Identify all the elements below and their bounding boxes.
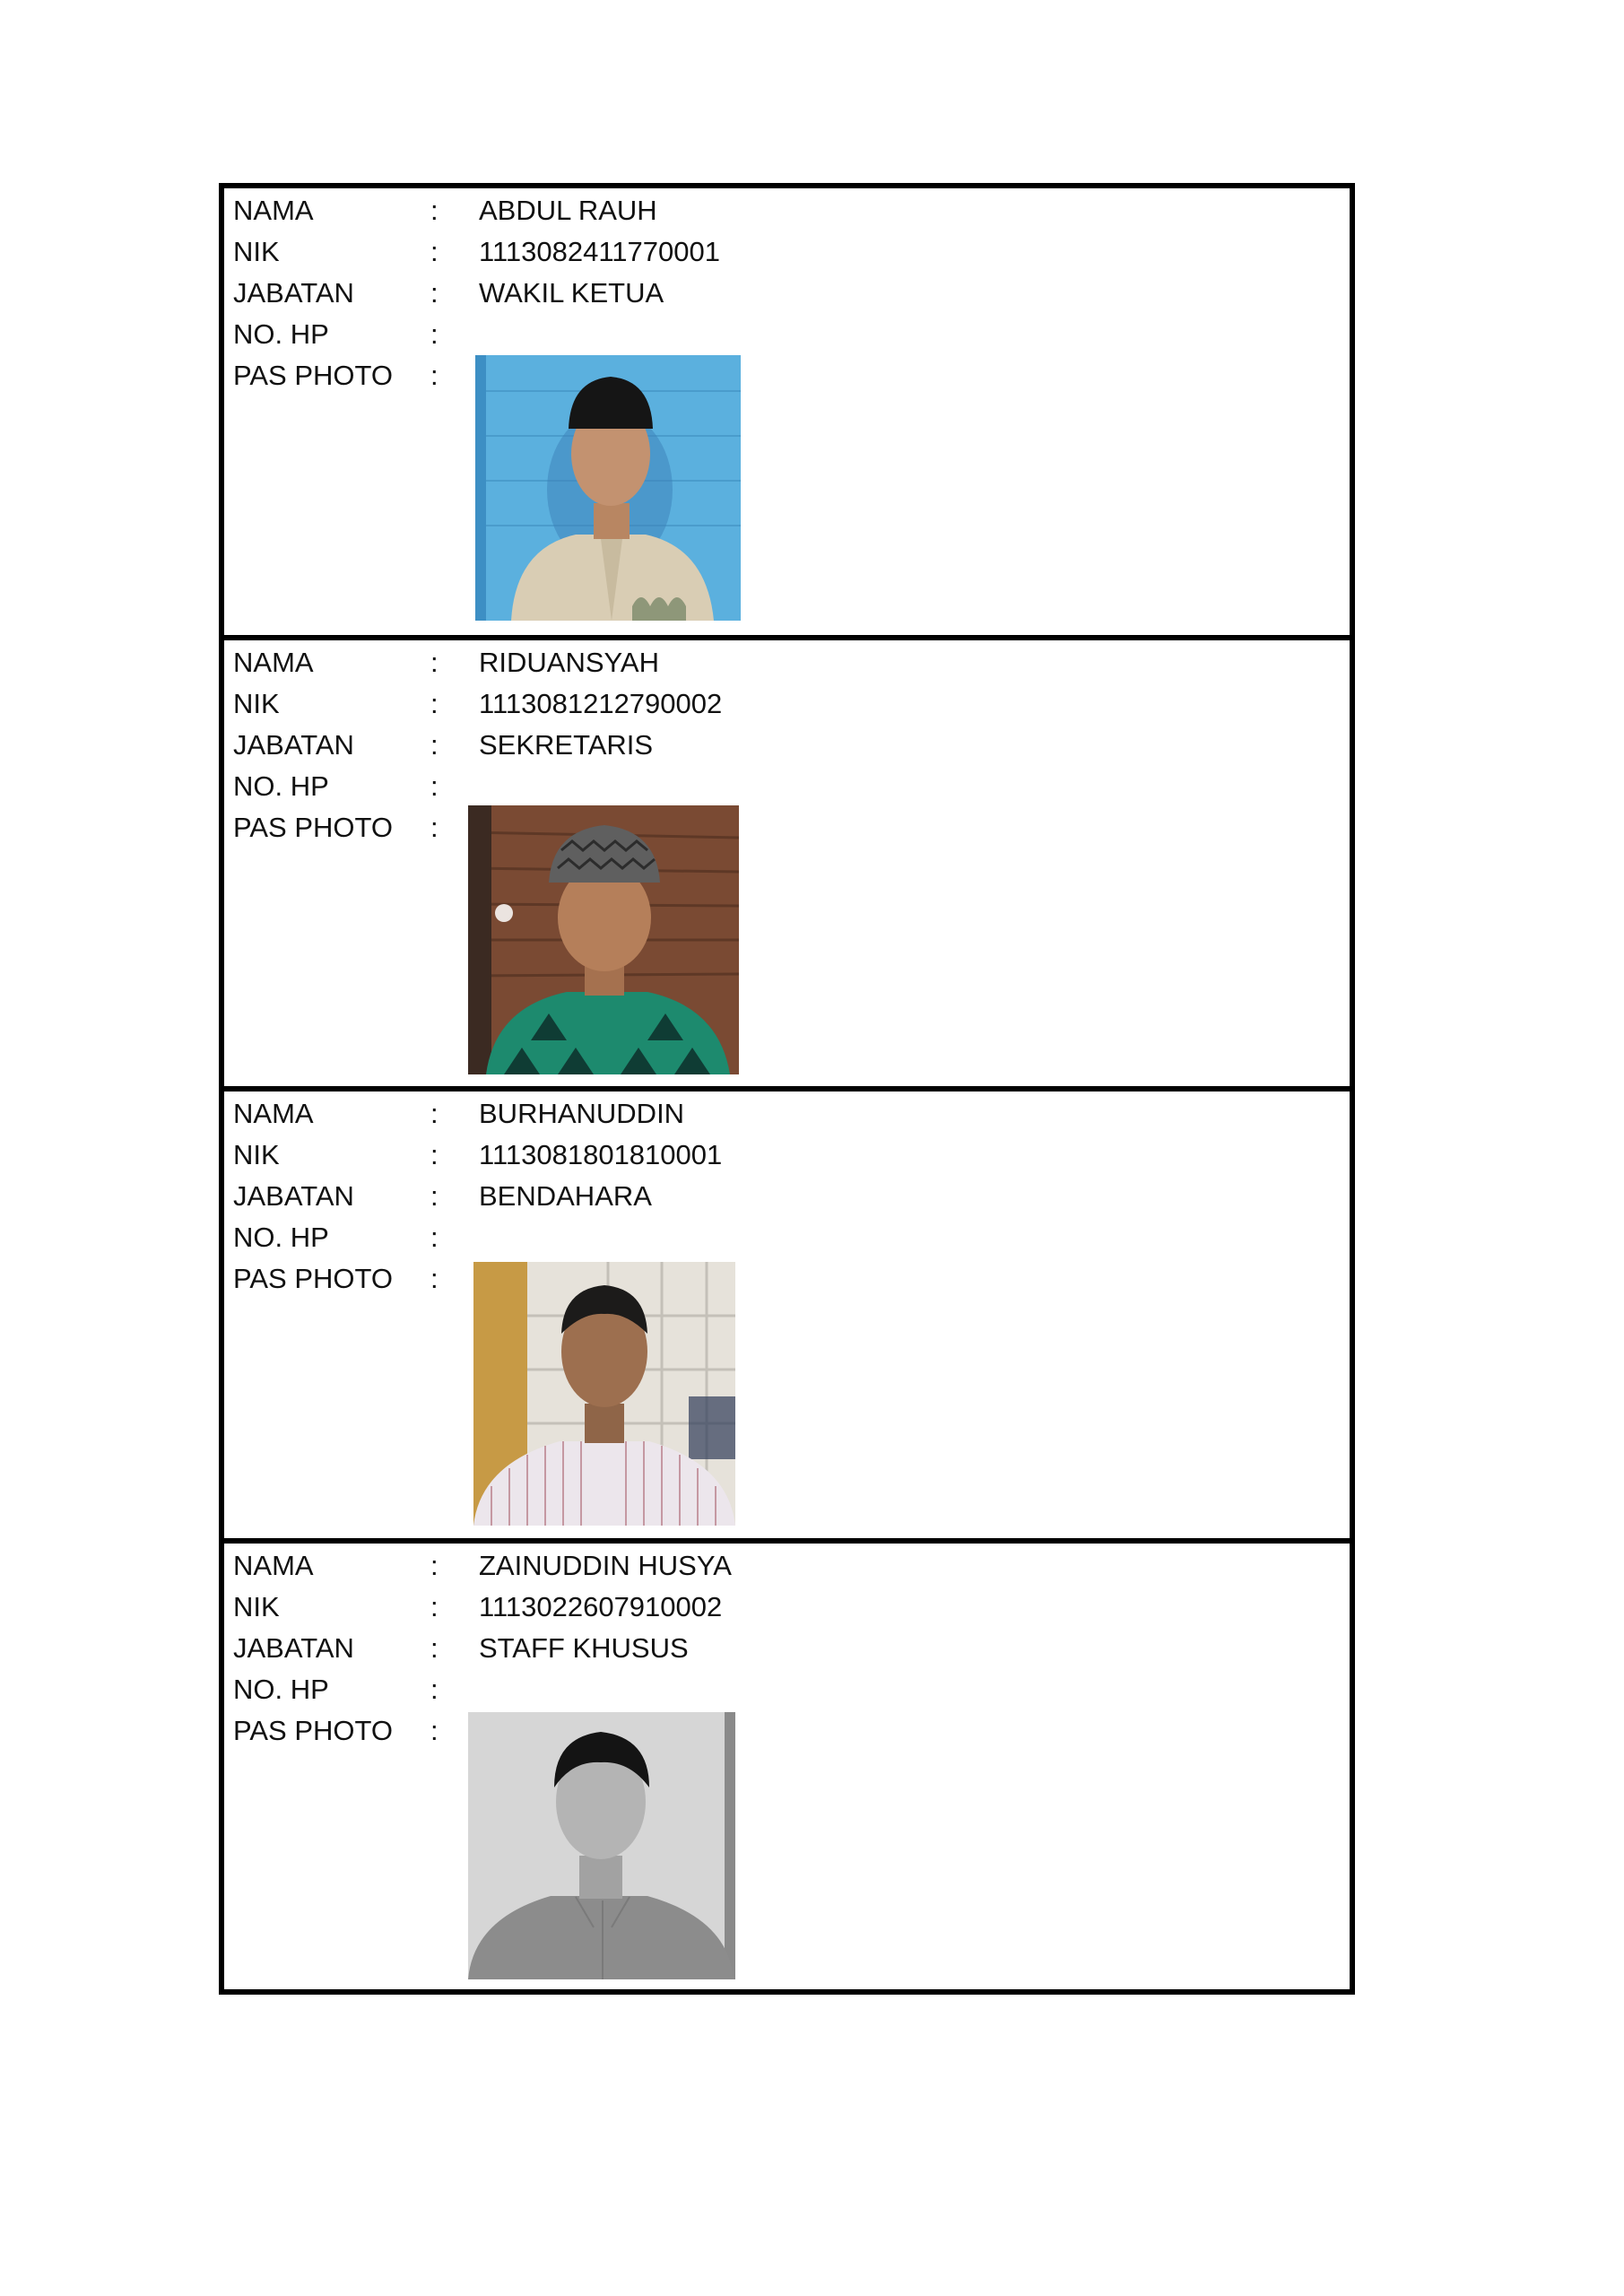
phone-row	[233, 1217, 1309, 1258]
name-label: NAMA	[233, 646, 314, 678]
separator: :	[430, 318, 439, 350]
position-label: JABATAN	[233, 728, 354, 761]
photo-label: PAS PHOTO	[233, 360, 394, 391]
phone-row	[233, 1669, 1309, 1710]
nik-label: NIK	[233, 687, 280, 719]
name-value: BURHANUDDIN	[479, 1098, 685, 1129]
member-card	[224, 640, 1350, 1092]
member-photo	[468, 805, 739, 1074]
separator: :	[430, 1098, 439, 1129]
portrait-image	[468, 805, 739, 1074]
nik-row	[233, 683, 1309, 725]
nik-label: NIK	[233, 1590, 280, 1622]
name-label: NAMA	[233, 1098, 314, 1129]
separator: :	[430, 1714, 439, 1746]
name-value: ABDUL RAUH	[479, 195, 657, 226]
phone-row	[233, 766, 1309, 807]
position-label: JABATAN	[233, 1631, 354, 1664]
separator: :	[430, 1263, 439, 1294]
name-row	[233, 1093, 1309, 1135]
nik-value: 1113022607910002	[479, 1590, 723, 1622]
phone-label: NO. HP	[233, 1222, 329, 1253]
position-value: SEKRETARIS	[479, 728, 654, 761]
separator: :	[430, 811, 439, 843]
member-photo	[473, 1262, 735, 1526]
name-value: RIDUANSYAH	[479, 646, 659, 678]
separator: :	[430, 277, 439, 309]
position-value: STAFF KHUSUS	[479, 1631, 689, 1664]
position-row	[233, 273, 1309, 314]
separator: :	[430, 646, 439, 678]
nik-row	[233, 1135, 1309, 1176]
separator: :	[430, 1222, 439, 1253]
separator: :	[430, 687, 439, 719]
separator: :	[430, 360, 439, 391]
name-row	[233, 1545, 1309, 1587]
portrait-image	[473, 1262, 735, 1526]
separator: :	[430, 728, 439, 761]
member-card	[224, 188, 1350, 640]
nik-row	[233, 1587, 1309, 1628]
position-label: JABATAN	[233, 277, 354, 309]
photo-label: PAS PHOTO	[233, 1714, 394, 1746]
nik-value: 1113082411770001	[479, 236, 720, 267]
member-photo	[475, 355, 741, 621]
portrait-image	[475, 355, 741, 621]
position-row	[233, 1176, 1309, 1217]
separator: :	[430, 195, 439, 226]
nik-value: 1113081212790002	[479, 687, 723, 719]
name-row	[233, 190, 1309, 231]
separator: :	[430, 1180, 439, 1212]
separator: :	[430, 1673, 439, 1705]
name-value: ZAINUDDIN HUSYA	[479, 1549, 732, 1581]
photo-row	[233, 807, 1309, 848]
position-value: WAKIL KETUA	[479, 277, 664, 309]
position-label: JABATAN	[233, 1180, 354, 1212]
member-card	[224, 1544, 1350, 1990]
member-card	[224, 1091, 1350, 1544]
phone-row	[233, 314, 1309, 355]
nik-label: NIK	[233, 236, 280, 267]
phone-label: NO. HP	[233, 770, 329, 802]
member-table	[219, 183, 1355, 1995]
separator: :	[430, 770, 439, 802]
portrait-image	[468, 1712, 735, 1979]
separator: :	[430, 1549, 439, 1581]
name-row	[233, 642, 1309, 683]
separator: :	[430, 236, 439, 267]
photo-label: PAS PHOTO	[233, 811, 394, 843]
nik-value: 1113081801810001	[479, 1139, 723, 1170]
position-row	[233, 1628, 1309, 1669]
separator: :	[430, 1590, 439, 1622]
position-row	[233, 725, 1309, 766]
phone-label: NO. HP	[233, 1673, 329, 1705]
name-label: NAMA	[233, 1549, 314, 1581]
photo-row	[233, 355, 1309, 396]
photo-row	[233, 1710, 1309, 1752]
nik-label: NIK	[233, 1139, 280, 1170]
photo-row	[233, 1258, 1309, 1300]
name-label: NAMA	[233, 195, 314, 226]
member-photo	[468, 1712, 735, 1979]
phone-label: NO. HP	[233, 318, 329, 350]
position-value: BENDAHARA	[479, 1180, 652, 1212]
nik-row	[233, 231, 1309, 273]
photo-label: PAS PHOTO	[233, 1263, 394, 1294]
separator: :	[430, 1631, 439, 1664]
separator: :	[430, 1139, 439, 1170]
